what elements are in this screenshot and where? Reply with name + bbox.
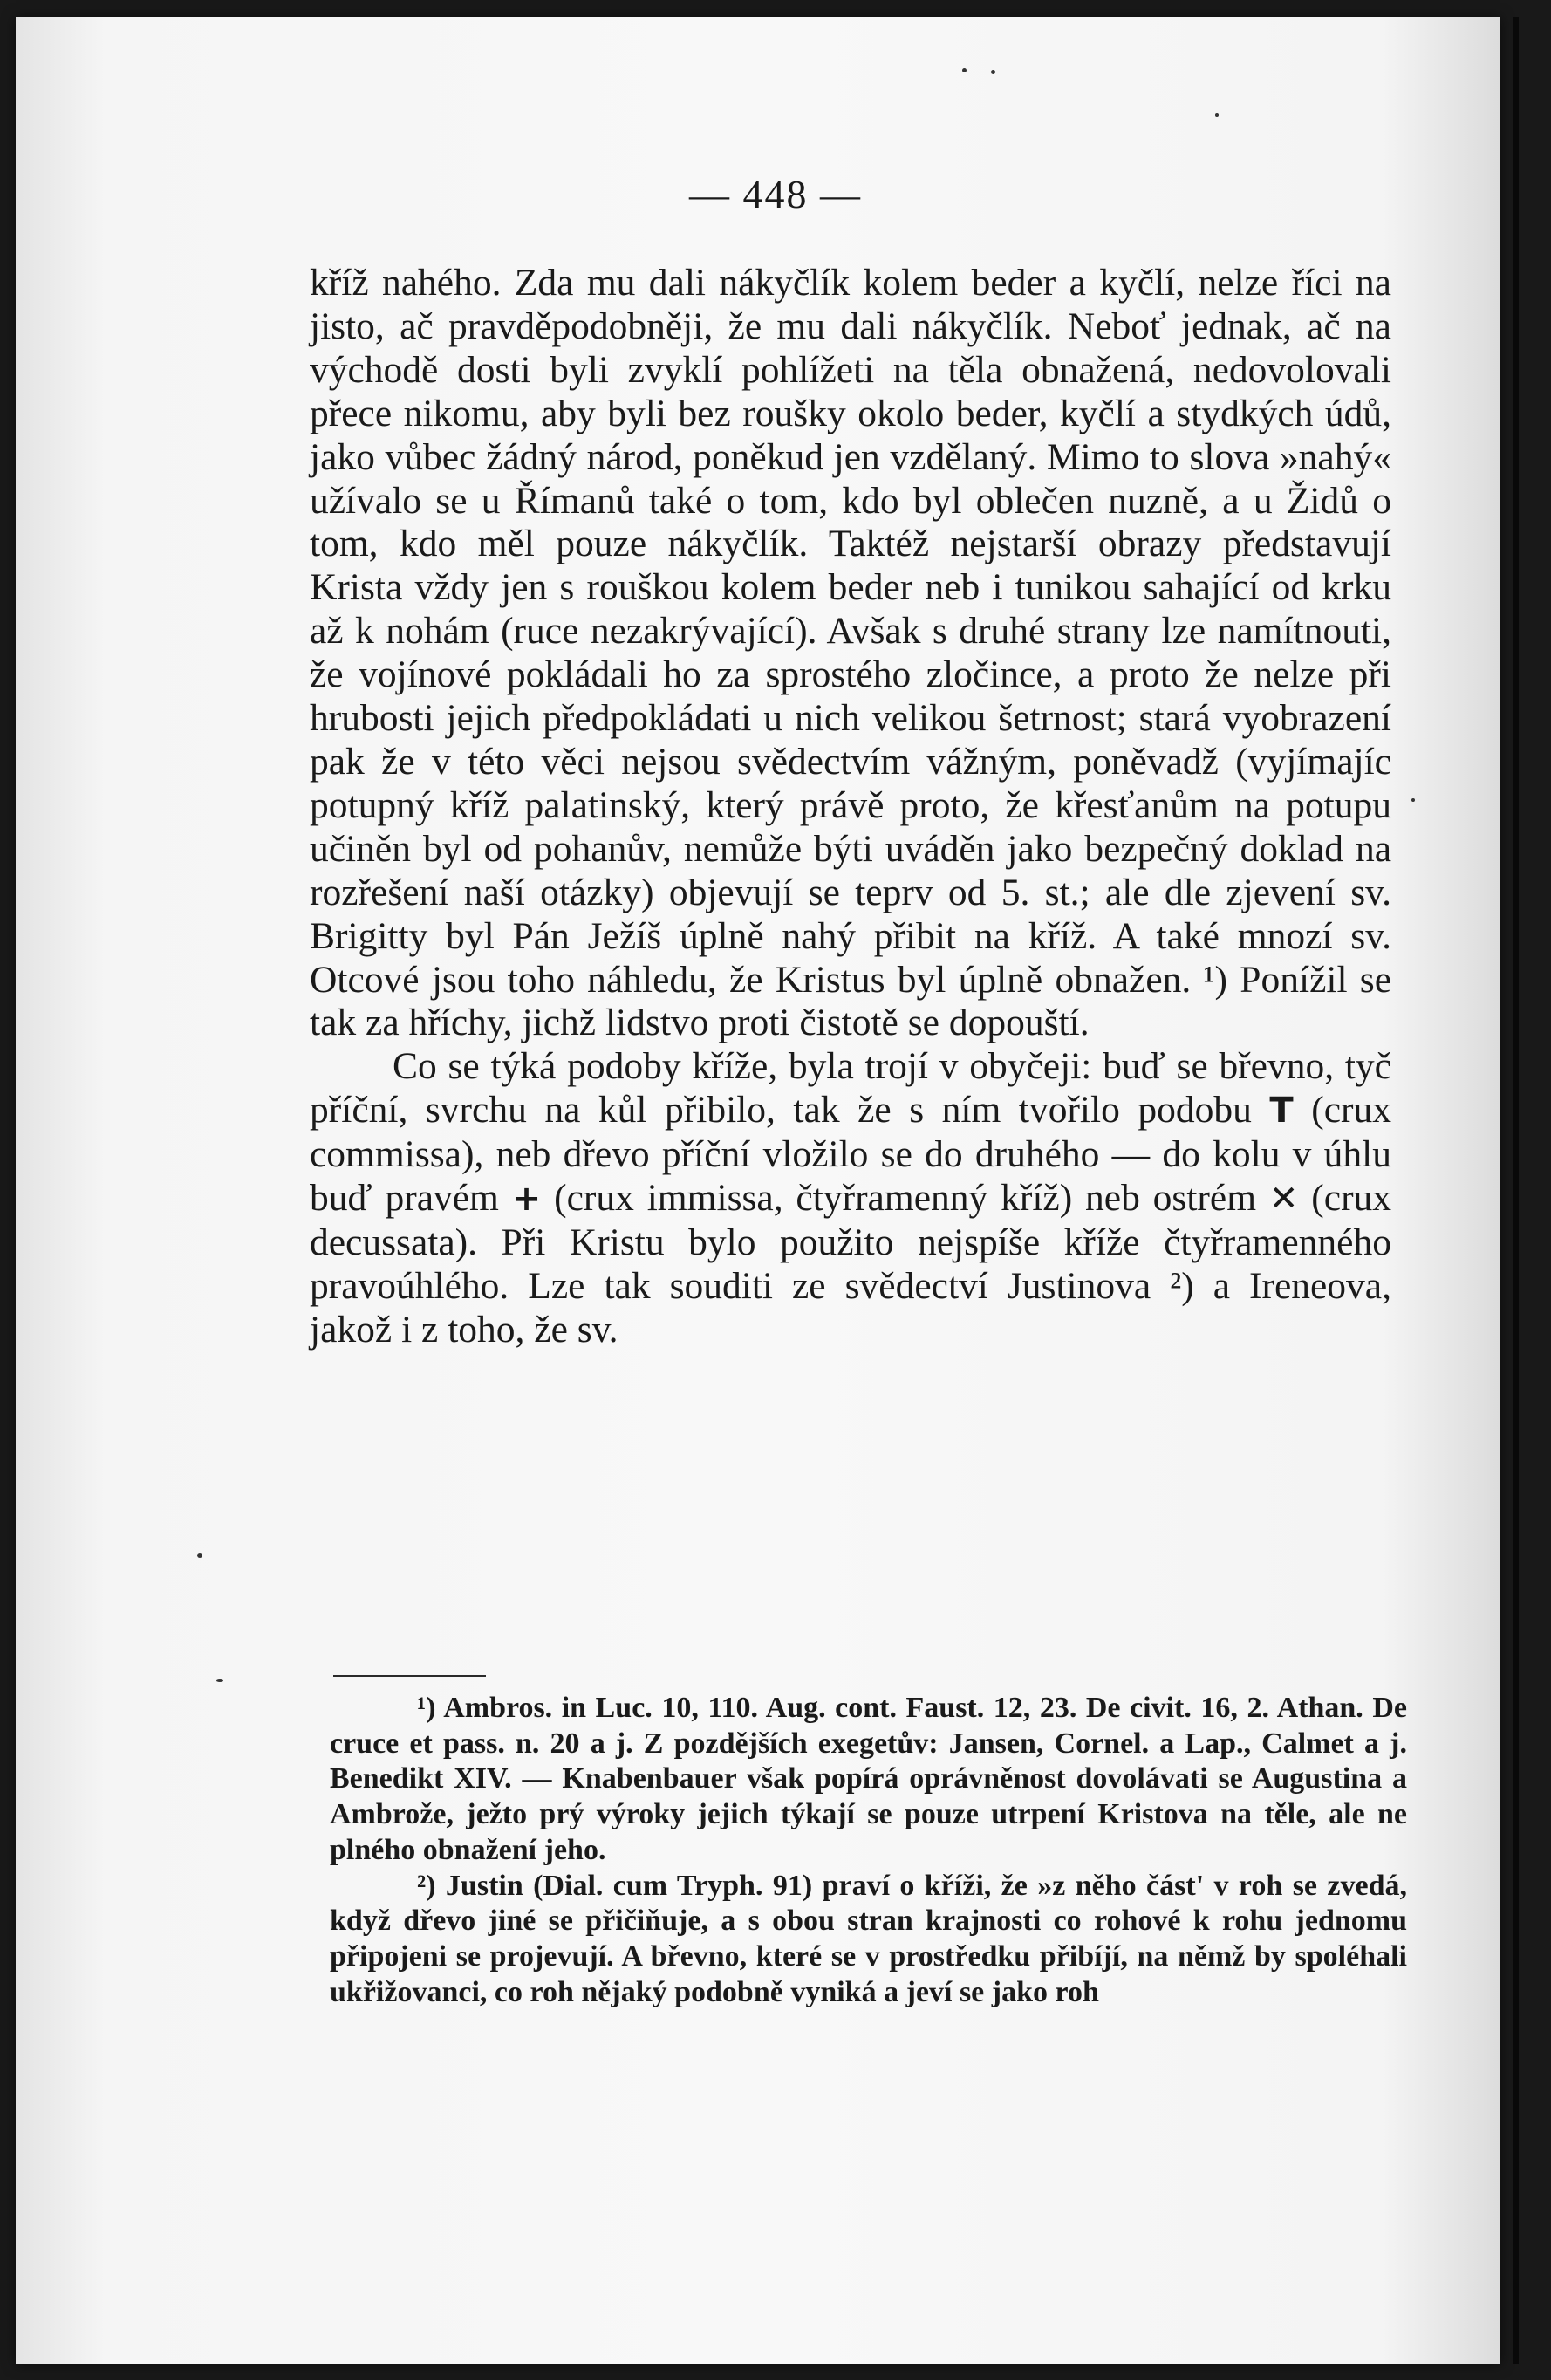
saltire-cross-symbol: ✕ [1268,1179,1299,1220]
dust-speck [197,1553,202,1558]
page-edge-shadow [1513,17,1519,2364]
dust-speck [1215,113,1219,117]
latin-cross-symbol: + [511,1179,542,1220]
dust-speck [1411,798,1415,802]
paragraph-text: a Ireneova, jakož i z toho, že sv. [310,1264,1391,1351]
dust-speck [991,70,995,74]
paragraph-text: (crux commissa), neb dřevo příční vložilo se do druhého — do kolu v úhlu buď pravém [310,1089,1392,1220]
footnote-text: Ambros. in Luc. 10, 110. Aug. cont. Faust. 12, 23. De civit. 16, 2. Athan. De cruce et pass. n. 20 a j. Z pozdějších exegetův: Jansen, Cornel. a Lap., Calmet a j. Benedikt XIV. — Knabenbauer však popírá oprávněnost dovolávati se Augustina a Ambrože, ježto prý výroky jejich týkají se pouze utrpení Kristova na těle, ale ne plného obnažení jeho. [330,1692,1407,1866]
main-text [310,262,1391,1352]
footnotes [330,1691,1407,2010]
tau-cross-symbol: T [1269,1091,1294,1132]
footnote-reference: ¹) [1203,958,1228,1001]
footnote [330,1869,1407,2011]
footnote-divider [333,1675,486,1677]
paragraph [310,262,1391,1045]
footnote-marker: ²) [417,1869,436,1902]
footnote [330,1691,1407,1869]
footnote-reference: ²) [1170,1264,1194,1307]
paragraph [310,1045,1391,1351]
dust-speck [216,1679,223,1682]
page-number: — 448 — [689,172,862,216]
paragraph-text: (crux decussata). Při Kristu bylo použito nejspíše kříže čtyřramenného pravoúhlého. Lze tak souditi ze svědectví Justinova [310,1177,1392,1307]
paragraph-text: kříž nahého. Zda mu dali nákyčlík kolem beder a kyčlí, nelze říci na jisto, ač pravděpodobněji, že mu dali nákyčlík. Neboť jednak, ač na východě dosti byli zvyklí pohlížeti na těla obnažená, nedovolovali přece nikomu, aby byli bez roušky okolo beder, kyčlí a stydkých údů, jako vůbec žádný národ, poněkud jen vzdělaný. Mimo to slova »nahý« užívalo se u Římanů také o tom, kdo byl oblečen nuzně, a u Židů o tom, kdo měl pouze nákyčlík. Taktéž nejstarší obrazy představují Krista vždy jen s rouškou kolem beder neb i tunikou sahající od krku až k nohám (ruce nezakrývající). Avšak s druhé strany lze namítnouti, že vojínové pokládali ho za sprostého zločince, a proto že nelze při hrubosti jejich předpokládati u nich velikou šetrnost; stará vyobrazení pak že v této věci nejsou svědectvím vážným, poněvadž (vyjímajíc potupný kříž palatinský, který právě proto, že křesťanům na potupu učiněn byl od pohanův, nemůže býti uváděn jako bezpečný doklad na rozřešení naší otázky) objevují se teprv od 5. st.; ale dle zjevení sv. Brigitty byl Pán Ježíš úplně nahý přibit na kříž. A také mnozí sv. Otcové jsou toho náhledu, že Kristus byl úplně obnažen. [310,262,1391,1001]
paragraph-text: (crux immissa, čtyřramenný kříž) neb ostrém [554,1177,1257,1220]
footnote-text: Justin (Dial. cum Tryph. 91) praví o kříži, že »z něho část' v roh se zvedá, když dřevo jiné se přičiňuje, a s obou stran krajnosti co rohové k rohu jednomu připojeni se projevují. A břevno, které se v prostředku přibíjí, na němž by spoléhali ukřižovanci, co roh nějaký podobně vyniká a jeví se jako roh [330,1869,1408,2008]
footnote-marker: ¹) [417,1692,436,1724]
paragraph-text: Co se týká podoby kříže, byla trojí v obyčeji: buď se břevno, tyč příční, svrchu na kůl přibilo, tak že s ním tvořilo podobu [310,1045,1391,1132]
paragraph-text: Ponížil se tak za hříchy, jichž lidstvo proti čistotě se dopouští. [310,958,1392,1044]
dust-speck [962,68,967,72]
